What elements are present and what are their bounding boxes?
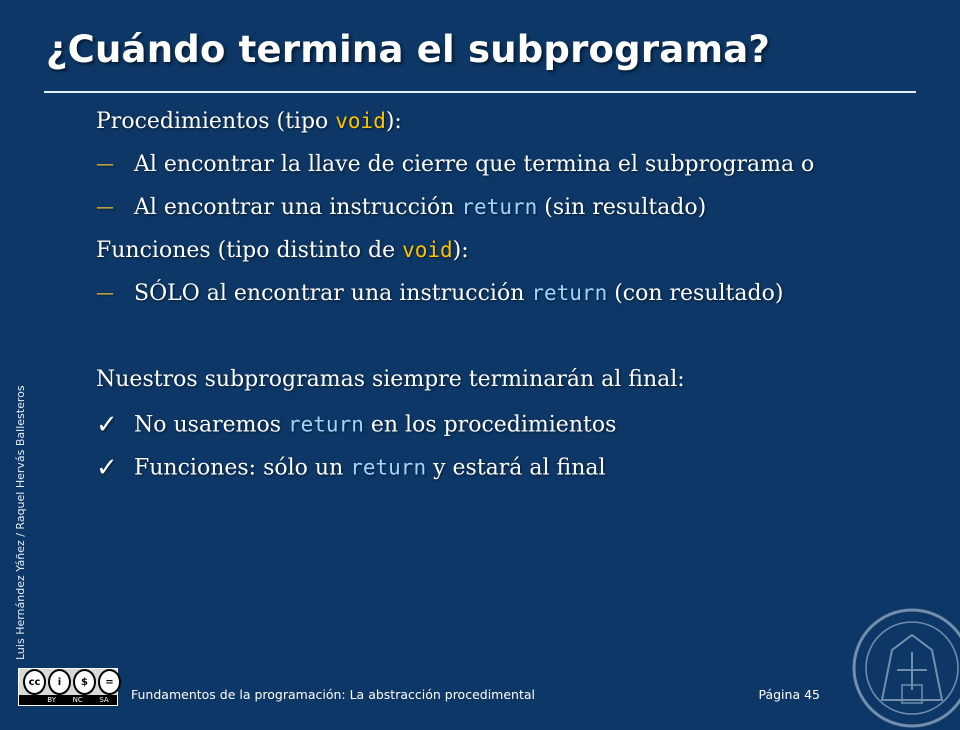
conventions-item-2-prefix: Funciones: sólo un [134,455,351,481]
conventions-item-1 [96,409,616,442]
functions-heading-prefix: Funciones (tipo distinto de [96,238,403,263]
license-sa-label: SA [99,696,109,704]
code-void: void [402,238,453,262]
conventions-item-1-prefix: No usaremos [134,412,288,438]
procedures-heading-suffix: ): [385,109,402,134]
procedures-item-2-suffix: (sin resultado) [537,195,707,220]
noncommercial-icon: $ [73,669,96,695]
page-number: Página 45 [758,687,820,702]
slide-title: ¿Cuándo termina el subprograma? [46,28,771,71]
procedures-item-2 [96,194,706,222]
code-return: return [350,455,427,480]
code-void: void [335,109,386,133]
functions-item-1 [96,280,783,308]
procedures-heading [96,108,402,136]
creative-commons-license-badge[interactable] [18,668,118,706]
title-divider [44,91,916,93]
procedures-item-1 [96,151,814,179]
checkmark-icon: ✓ [96,453,118,483]
conventions-heading: Nuestros subprogramas siempre terminarán al final: [96,367,685,392]
dash-bullet-icon: — [96,282,114,304]
license-labels [19,695,117,705]
dash-bullet-icon: — [96,196,114,218]
conventions-item-1-suffix: en los procedimientos [363,412,617,438]
license-nc-label: NC [72,696,83,704]
code-return: return [531,281,608,305]
procedures-heading-prefix: Procedimientos (tipo [96,109,336,134]
procedures-item-1-text: Al encontrar la llave de cierre que termina el subprograma o [134,152,815,177]
dash-bullet-icon: — [96,153,114,175]
conventions-item-2 [96,452,606,485]
attribution-icon: i [48,669,71,695]
conventions-item-2-suffix: y estará al final [426,455,606,481]
checkmark-icon: ✓ [96,410,118,440]
functions-item-1-suffix: (con resultado) [607,281,784,306]
cc-icon: cc [23,669,46,695]
authors-credit: Luis Hernández Yáñez / Raquel Hervás Ballesteros [14,385,27,660]
code-return: return [461,195,538,219]
functions-heading-suffix: ): [452,238,469,263]
license-icons [19,669,121,695]
functions-heading [96,237,469,265]
procedures-item-2-prefix: Al encontrar una instrucción [134,195,462,220]
functions-item-1-prefix: SÓLO al encontrar una instrucción [134,281,532,306]
course-title: Fundamentos de la programación: La abstracción procedimental [131,687,535,702]
license-by-label: BY [47,696,56,704]
university-seal-icon [842,590,960,730]
code-return: return [288,412,364,437]
sharealike-icon: = [98,669,121,695]
